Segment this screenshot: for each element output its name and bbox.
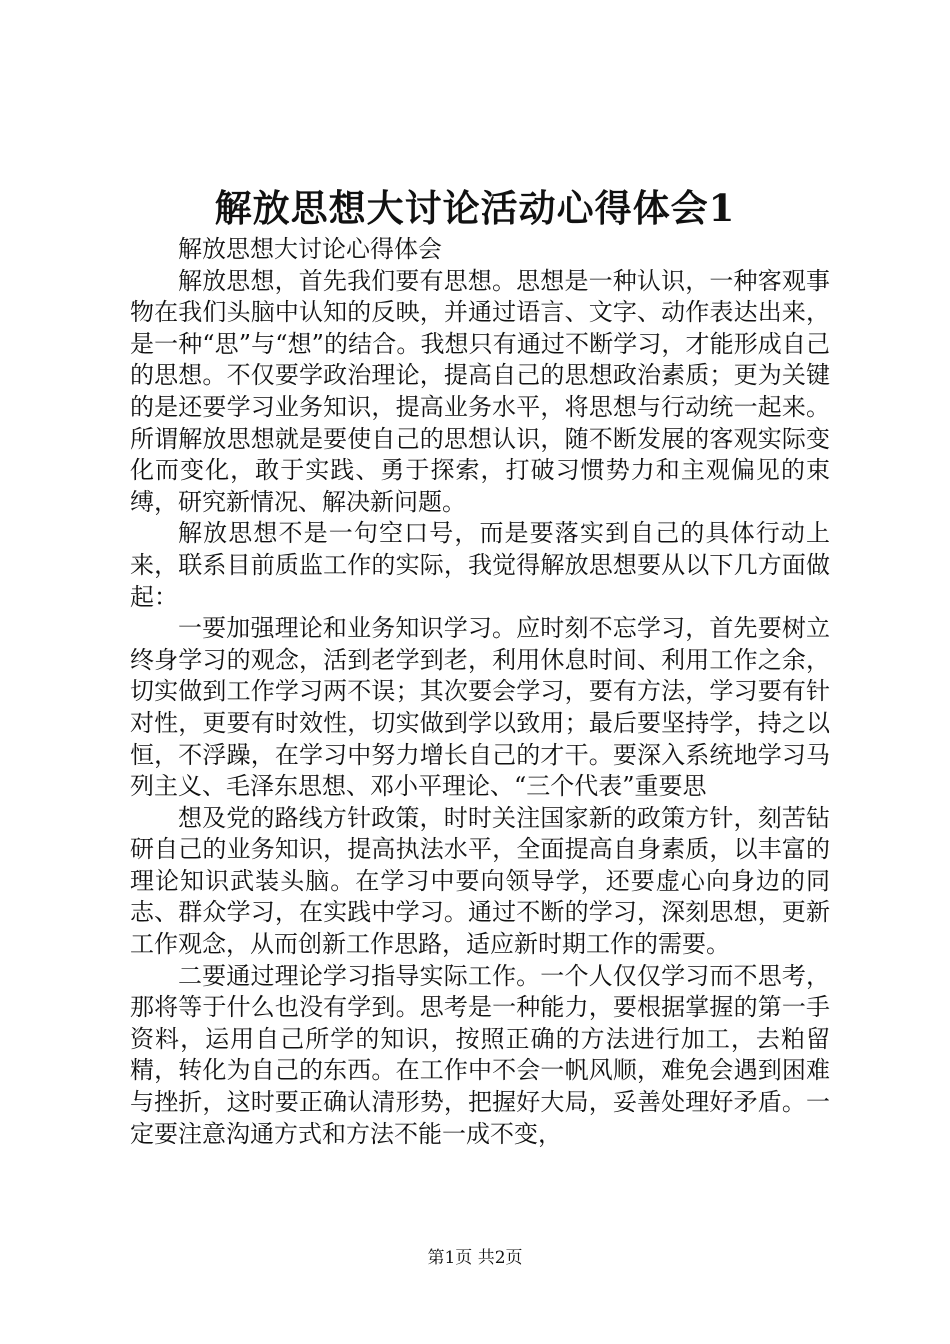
paragraph: 二要通过理论学习指导实际工作。一个人仅仅学习而不思考，那将等于什么也没有学到。思考是一种能力，要根据掌握的第一手资料，运用自己所学的知识，按照正确的方法进行加工，去粕留精，转化为自己的东西。在工作中不会一帆风顺，难免会遇到困难与挫折，这时要正确认清形势，把握好大局，妥善处理好矛盾。一定要注意沟通方式和方法不能一成不变，: [130, 961, 830, 1148]
paragraph: 一要加强理论和业务知识学习。应时刻不忘学习，首先要树立终身学习的观念，活到老学到老，利用休息时间、利用工作之余，切实做到工作学习两不误；其次要会学习，要有方法，学习要有针对性，更要有时效性，切实做到学以致用；最后要坚持学，持之以恒，不浮躁，在学习中努力增长自己的才干。要深入系统地学习马列主义、毛泽东思想、邓小平理论、“三个代表”重要思: [130, 614, 830, 801]
paragraph-subtitle: 解放思想大讨论心得体会: [178, 235, 442, 263]
paragraph: 解放思想不是一句空口号，而是要落实到自己的具体行动上来，联系目前质监工作的实际，我觉得解放思想要从以下几方面做起：: [130, 519, 830, 611]
document-title: 解放思想大讨论活动心得体会1: [214, 186, 736, 230]
paragraph: 解放思想，首先我们要有思想。思想是一种认识，一种客观事物在我们头脑中认知的反映，并通过语言、文字、动作表达出来，是一种“思”与“想”的结合。我想只有通过不断学习，才能形成自己的思想。不仅要学政治理论，提高自己的思想政治素质；更为关键的是还要学习业务知识，提高业务水平，将思想与行动统一起来。所谓解放思想就是要使自己的思想认识，随不断发展的客观实际变化而变化，敢于实践、勇于探索，打破习惯势力和主观偏见的束缚，研究新情况、解决新问题。: [130, 266, 830, 516]
document-body: [130, 234, 830, 1150]
paragraph: 想及党的路线方针政策，时时关注国家新的政策方针，刻苦钻研自己的业务知识，提高执法水平，全面提高自身素质，以丰富的理论知识武装头脑。在学习中要向领导学，还要虚心向身边的同志、群众学习，在实践中学习。通过不断的学习，深刻思想，更新工作观念，从而创新工作思路，适应新时期工作的需要。: [130, 803, 830, 959]
page-footer: 第1页 共2页: [427, 1248, 523, 1268]
